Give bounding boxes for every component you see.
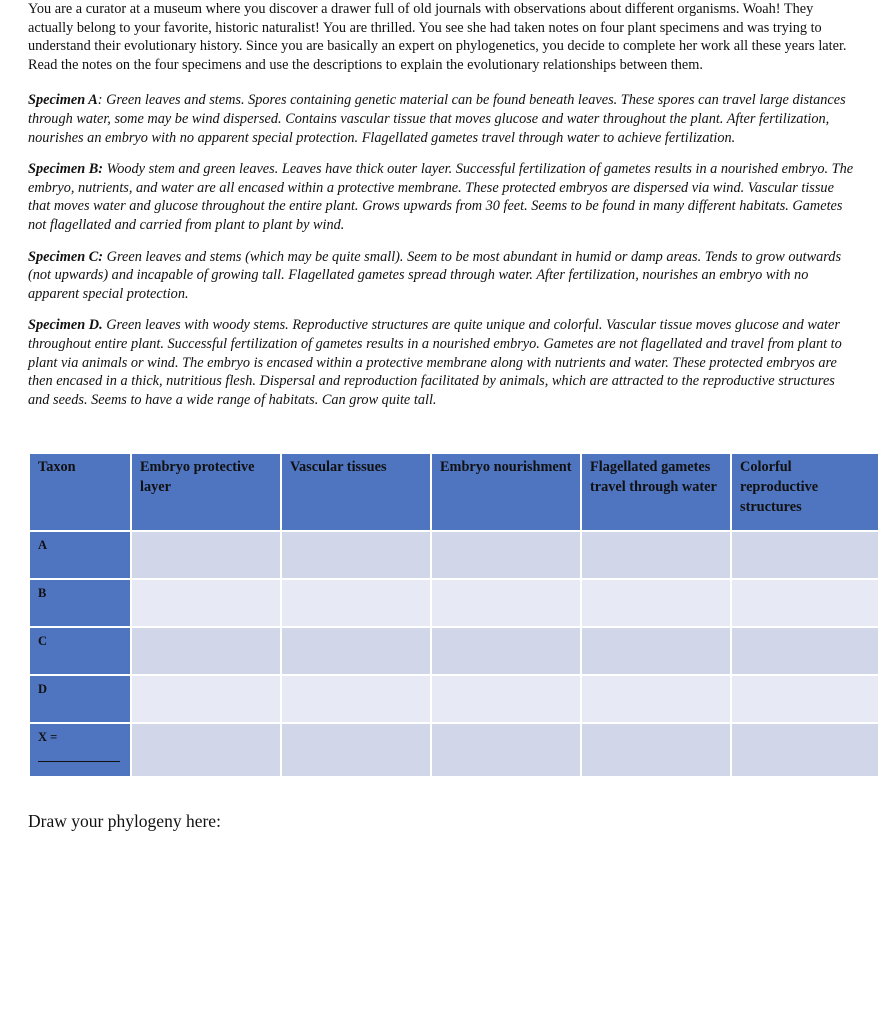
table-cell[interactable] <box>281 531 431 579</box>
specimen-d-text: Green leaves with woody stems. Reproductive structures are quite unique and colorful. Vascular tissue moves glucose and water throughout entire plant. Successful fertilization of gametes results in a nourished embryo. Gametes are not flagellated and travel from plant to plant via animals or wind. The embryo is encased within a protective membrane along with nutrients and water. These protected embryos are then encased in a thick, nutritious flesh. Dispersal and reproduction facilitated by animals, which are attracted to the reproductive structures and seeds. Seems to have a wide range of habitats. Can grow quite tall. <box>28 317 842 408</box>
taxon-cell-d: D <box>29 675 131 723</box>
table-row <box>29 675 879 723</box>
table-cell[interactable] <box>731 579 879 627</box>
table-row <box>29 723 879 777</box>
table-cell[interactable] <box>431 531 581 579</box>
table-cell[interactable] <box>431 627 581 675</box>
table-cell[interactable] <box>581 531 731 579</box>
table-cell[interactable] <box>281 627 431 675</box>
specimen-b-text: Woody stem and green leaves. Leaves have thick outer layer. Successful fertilization of gametes results in a nourished embryo. The embryo, nutrients, and water are all encased within a protective membrane. These protected embryos are dispersed via wind. Vascular tissue that moves water and glucose throughout the entire plant. Grows upwards from 30 feet. Seems to be found in many different habitats. Gametes not flagellated and carried from plant to plant by wind. <box>28 161 854 233</box>
header-vascular-tissues: Vascular tissues <box>281 453 431 531</box>
table-cell[interactable] <box>731 531 879 579</box>
table-cell[interactable] <box>131 579 281 627</box>
table-cell[interactable] <box>281 579 431 627</box>
specimen-a-text: Green leaves and stems. Spores containing genetic material can be found beneath leaves. These spores can travel large distances through water, some may be wind dispersed. Contains vascular tissue that moves glucose and water throughout the plant. After fertilization, nourishes an embryo with no apparent special protection. Flagellated gametes travel through water to achieve fertilization. <box>28 92 846 146</box>
table-row <box>29 579 879 627</box>
table-cell[interactable] <box>281 723 431 777</box>
table-cell[interactable] <box>131 723 281 777</box>
taxon-x-label: X = <box>38 730 58 744</box>
table-cell[interactable] <box>431 675 581 723</box>
table-cell[interactable] <box>431 579 581 627</box>
specimen-d-label: Specimen D. <box>28 317 103 334</box>
header-flagellated-gametes: Flagellated gametes travel through water <box>581 453 731 531</box>
table-cell[interactable] <box>581 627 731 675</box>
taxon-cell-x <box>29 723 131 777</box>
character-matrix-table <box>28 452 880 778</box>
specimen-c-label: Specimen C: <box>28 248 104 265</box>
header-colorful-reproductive-structures: Colorful reproductive structures <box>731 453 879 531</box>
table-cell[interactable] <box>431 723 581 777</box>
header-embryo-nourishment: Embryo nourishment <box>431 453 581 531</box>
specimen-c-note <box>28 248 858 304</box>
taxon-cell-c: C <box>29 627 131 675</box>
table-row <box>29 531 879 579</box>
table-cell[interactable] <box>731 723 879 777</box>
table-cell[interactable] <box>131 675 281 723</box>
specimen-a-label: Specimen A <box>28 92 98 109</box>
table-header-row <box>29 453 879 531</box>
worksheet-text <box>28 0 858 409</box>
table-cell[interactable] <box>581 675 731 723</box>
specimen-c-text: Green leaves and stems (which may be quite small). Seem to be most abundant in humid or damp areas. Tends to grow outwards (not upwards) and incapable of growing tall. Flagellated gametes spread through water. After fertilization, nourishes an embryo with no apparent special protection. <box>28 248 842 302</box>
table-cell[interactable] <box>281 675 431 723</box>
specimen-d-note <box>28 316 858 409</box>
table-cell[interactable] <box>731 675 879 723</box>
table-cell[interactable] <box>131 627 281 675</box>
intro-paragraph: You are a curator at a museum where you discover a drawer full of old journals with observations about different organisms. Woah! They actually belong to your favorite, historic naturalist! You are thrilled. You see she had taken notes on four plant specimens and was trying to understand their evolutionary history. Since you are basically an expert on phylogenetics, you decide to complete her work all these years later. Read the notes on the four specimens and use the descriptions to explain the evolutionary relationships between them. <box>28 1 847 73</box>
table-cell[interactable] <box>581 579 731 627</box>
header-embryo-protective-layer: Embryo protective layer <box>131 453 281 531</box>
specimen-b-note <box>28 160 858 234</box>
table-row <box>29 627 879 675</box>
draw-phylogeny-prompt: Draw your phylogeny here: <box>28 811 221 831</box>
table-cell[interactable] <box>131 531 281 579</box>
taxon-x-blank-line[interactable] <box>38 761 120 762</box>
specimen-a-separator: : <box>97 92 103 109</box>
specimen-a-note <box>28 91 858 147</box>
taxon-cell-b: B <box>29 579 131 627</box>
specimen-b-label: Specimen B: <box>28 161 104 178</box>
table-cell[interactable] <box>581 723 731 777</box>
taxon-cell-a: A <box>29 531 131 579</box>
header-taxon: Taxon <box>29 453 131 531</box>
table-cell[interactable] <box>731 627 879 675</box>
